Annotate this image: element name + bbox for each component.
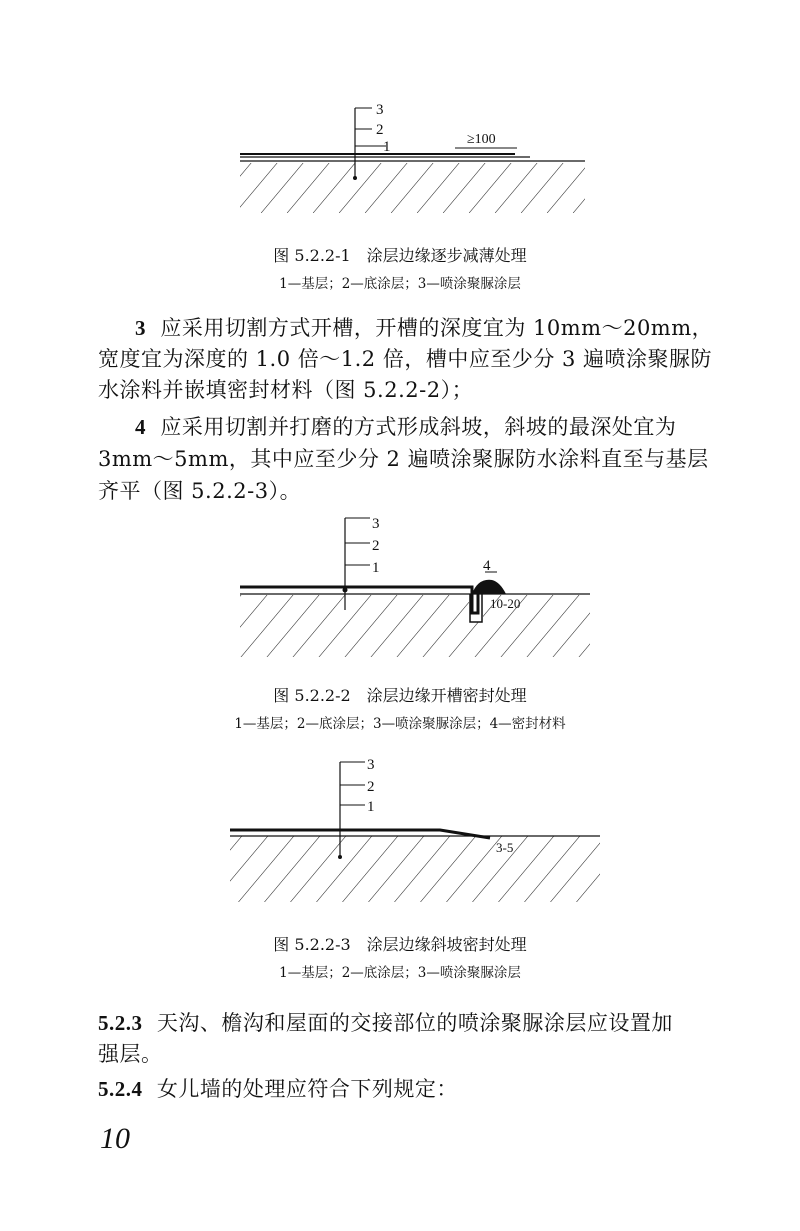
- paragraph-4-line: 齐平（图 5.2.2-3）。: [98, 479, 302, 503]
- paragraph-3-line: 水涂料并嵌填密封材料（图 5.2.2-2）；: [98, 378, 474, 402]
- dimension-label: ≥100: [467, 132, 496, 147]
- paragraph-3: 3 应采用切割方式开槽，开槽的深度宜为 10mm～20mm，: [135, 316, 714, 340]
- figure-legend: 1—基层；2—底涂层；3—喷涂聚脲涂层；4—密封材料: [234, 716, 566, 732]
- paragraph-3-line: 宽度宜为深度的 1.0 倍～1.2 倍，槽中应至少分 3 遍喷涂聚脲防: [98, 347, 713, 371]
- page-number: 10: [100, 1122, 130, 1155]
- section-5-2-3-line: 强层。: [98, 1042, 163, 1066]
- label-2: 2: [372, 538, 380, 554]
- figure-legend: 1—基层；2—底涂层；3—喷涂聚脲涂层: [279, 276, 521, 292]
- figure-5-2-2-3: [0, 752, 800, 912]
- figure-caption: 图 5.2.2-3 涂层边缘斜坡密封处理: [273, 935, 527, 954]
- dimension-label: 3-5: [496, 840, 514, 855]
- sealant: [472, 580, 506, 594]
- figure-5-2-2-2: [0, 510, 800, 670]
- label-4: 4: [483, 558, 491, 574]
- substrate-hatch: [240, 163, 585, 213]
- label-1: 1: [367, 799, 375, 815]
- figure-legend: 1—基层；2—底涂层；3—喷涂聚脲涂层: [279, 965, 521, 981]
- paragraph-4: 4 应采用切割并打磨的方式形成斜坡，斜坡的最深处宜为: [135, 415, 677, 439]
- label-2: 2: [367, 779, 375, 795]
- label-3: 3: [376, 102, 384, 118]
- figure-caption: 图 5.2.2-1 涂层边缘逐步减薄处理: [273, 246, 527, 265]
- label-1: 1: [372, 560, 380, 576]
- label-3: 3: [367, 757, 375, 773]
- figure-caption: 图 5.2.2-2 涂层边缘开槽密封处理: [273, 686, 527, 705]
- dimension-label: 10-20: [490, 596, 521, 611]
- figure-5-2-2-1: [0, 90, 800, 230]
- section-5-2-4: 5.2.4 女儿墙的处理应符合下列规定：: [98, 1077, 458, 1101]
- label-2: 2: [376, 122, 384, 138]
- label-1: 1: [383, 139, 391, 155]
- label-3: 3: [372, 516, 380, 532]
- section-5-2-3: 5.2.3 天沟、檐沟和屋面的交接部位的喷涂聚脲涂层应设置加: [98, 1011, 673, 1035]
- paragraph-4-line: 3mm～5mm，其中应至少分 2 遍喷涂聚脲防水涂料直至与基层: [98, 447, 709, 471]
